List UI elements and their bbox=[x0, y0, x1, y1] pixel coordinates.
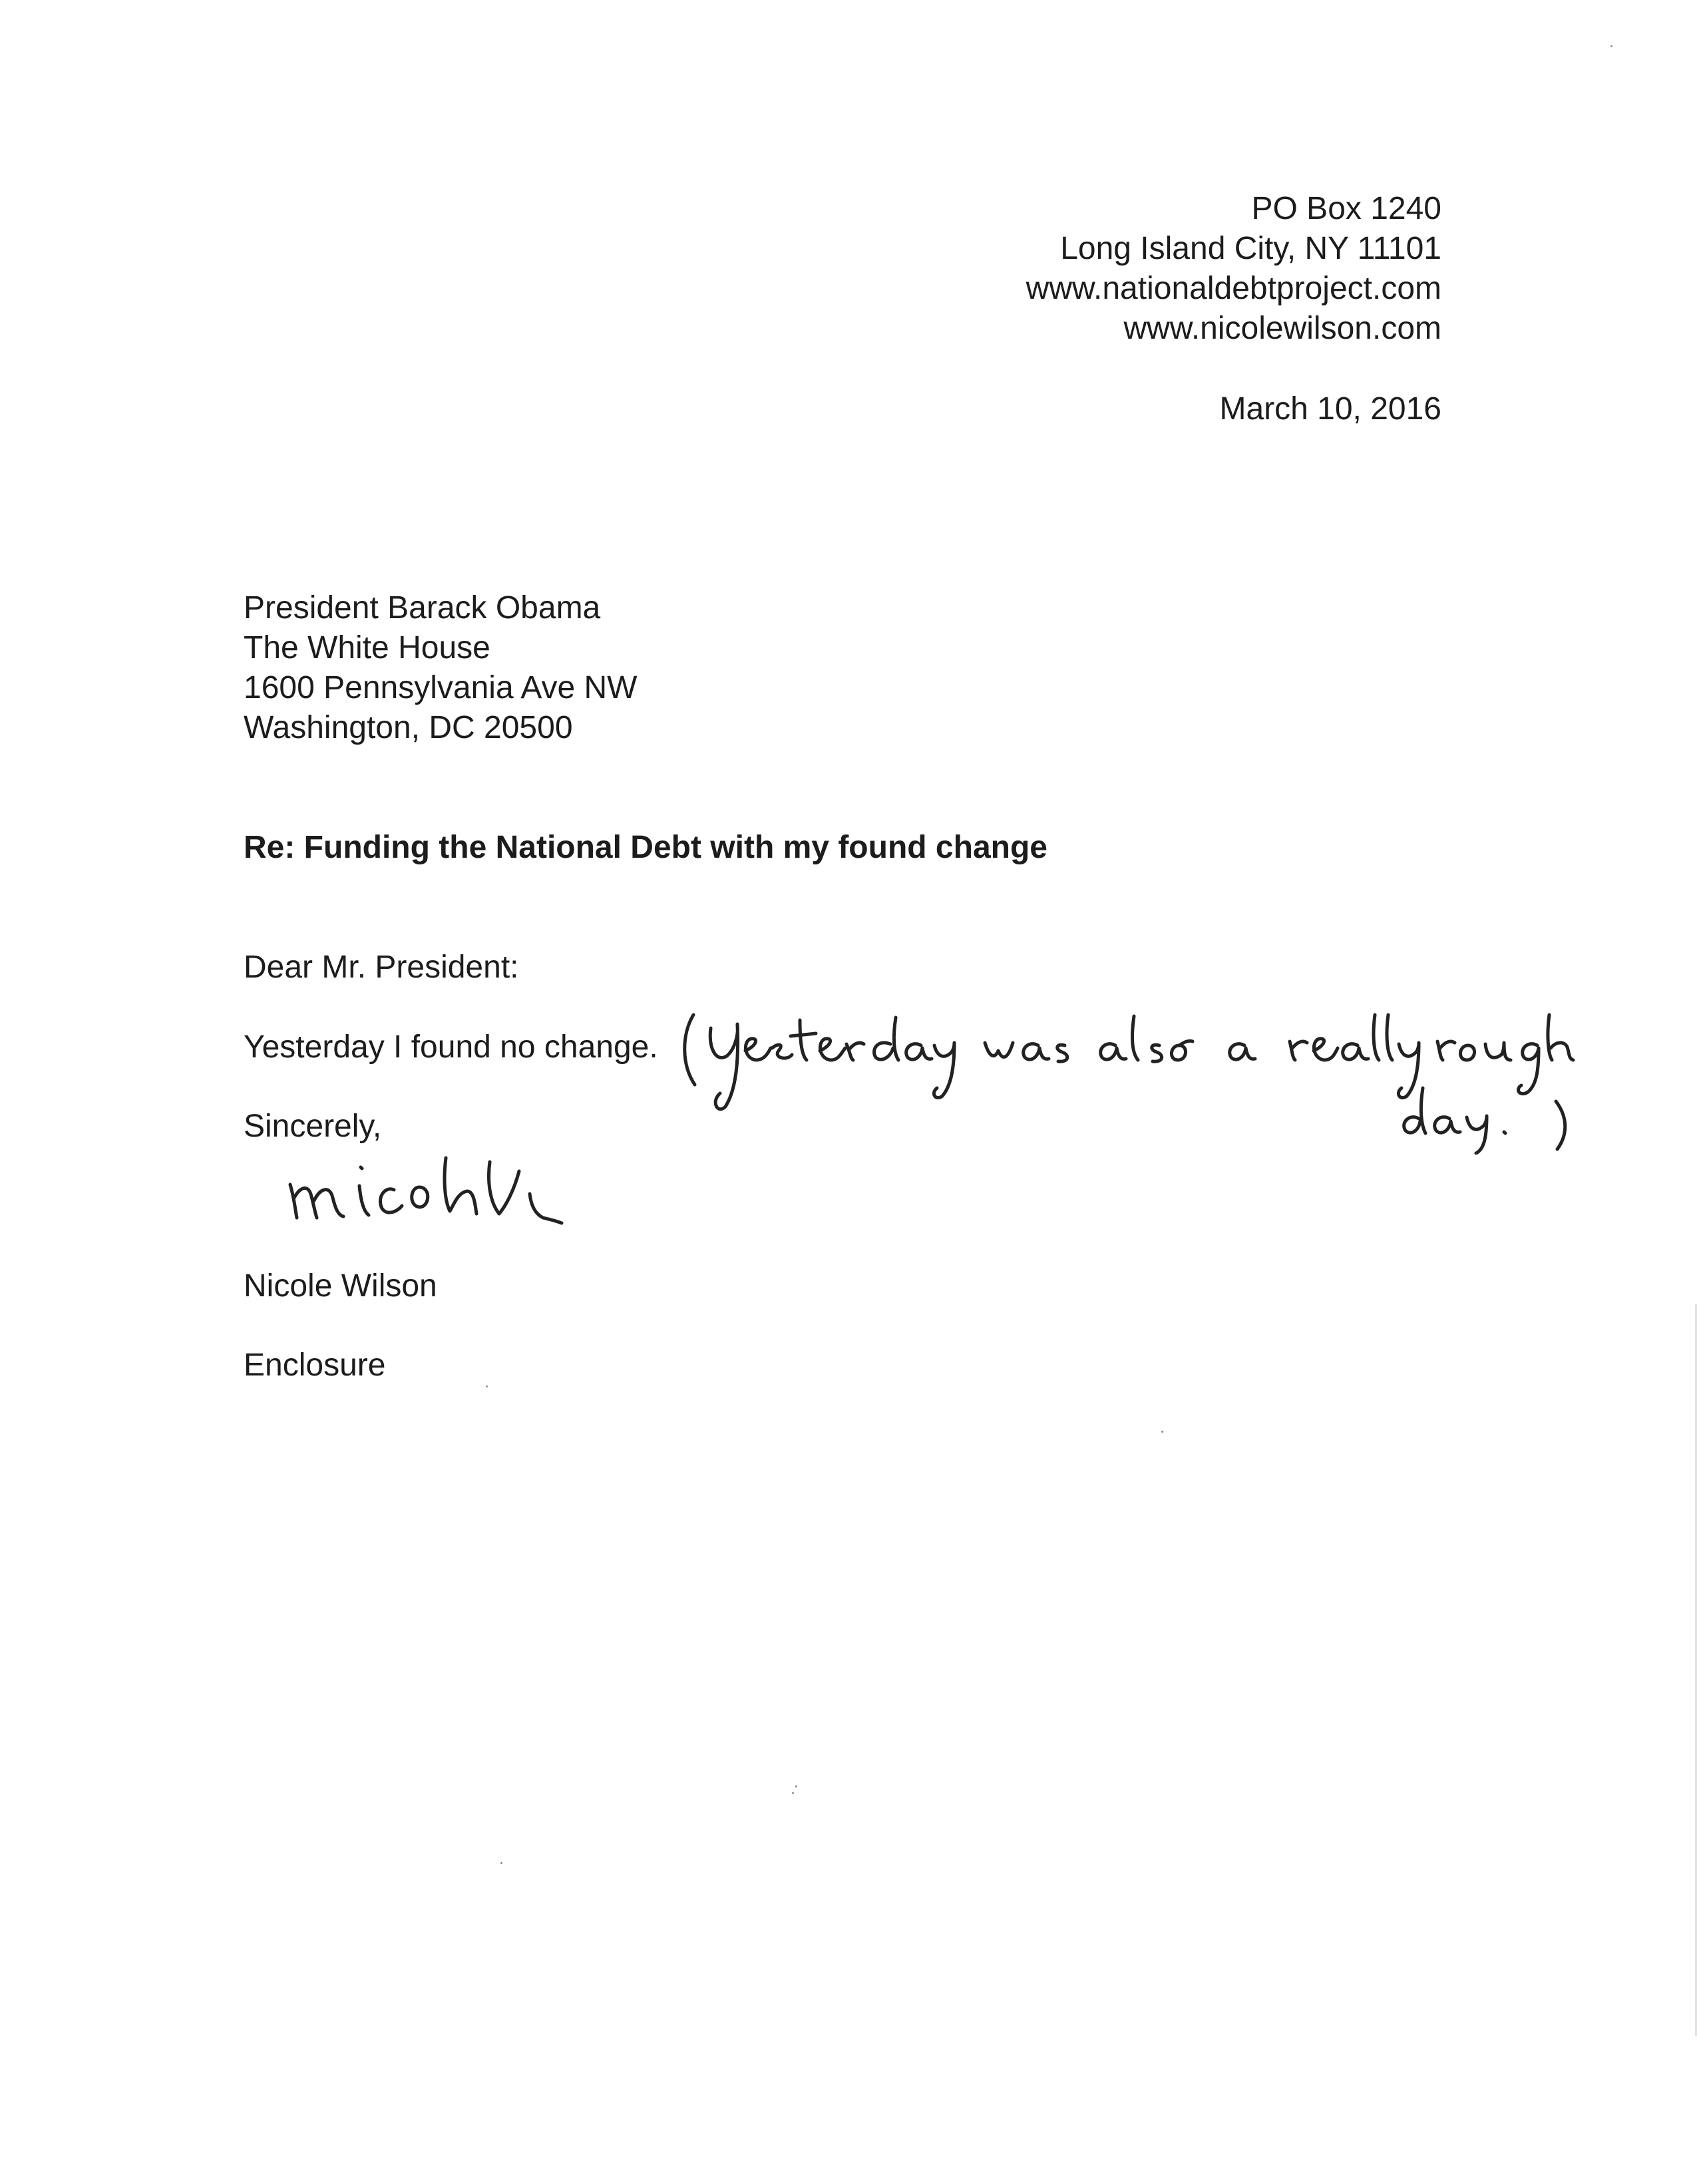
sender-city-line: Long Island City, NY 11101 bbox=[1060, 231, 1441, 266]
recipient-address bbox=[244, 588, 637, 748]
scan-speck bbox=[1610, 45, 1612, 47]
salutation: Dear Mr. President: bbox=[244, 950, 519, 985]
scan-speck bbox=[792, 1792, 794, 1794]
subject-line: Re: Funding the National Debt with my found change bbox=[244, 830, 1047, 865]
sender-po-box: PO Box 1240 bbox=[1251, 191, 1441, 226]
letter-date: March 10, 2016 bbox=[1219, 391, 1441, 427]
recipient-org: The White House bbox=[244, 630, 490, 665]
recipient-city-line: Washington, DC 20500 bbox=[244, 710, 573, 745]
recipient-street: 1600 Pennsylvania Ave NW bbox=[244, 670, 638, 705]
handwritten-note bbox=[679, 1001, 1584, 1155]
sender-address bbox=[1026, 189, 1441, 349]
signature bbox=[280, 1145, 572, 1238]
scan-speck bbox=[500, 1862, 502, 1864]
sender-website-1: www.nationaldebtproject.com bbox=[1026, 271, 1441, 306]
scan-speck bbox=[795, 1785, 797, 1787]
closing: Sincerely, bbox=[244, 1109, 382, 1144]
enclosure-note: Enclosure bbox=[244, 1348, 386, 1383]
scan-speck bbox=[1161, 1431, 1163, 1433]
signer-name: Nicole Wilson bbox=[244, 1268, 437, 1304]
sender-website-2: www.nicolewilson.com bbox=[1123, 311, 1441, 346]
recipient-name: President Barack Obama bbox=[244, 590, 601, 626]
body-text: Yesterday I found no change. bbox=[244, 1029, 658, 1065]
scan-speck bbox=[486, 1385, 488, 1387]
